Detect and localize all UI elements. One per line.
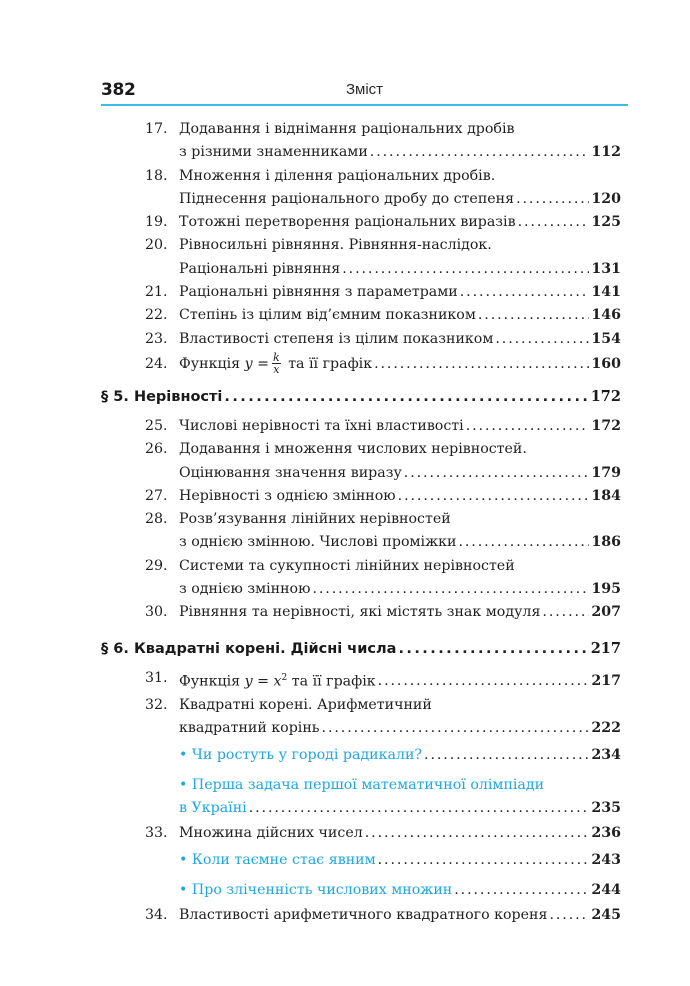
toc-section-5[interactable]	[101, 385, 621, 409]
leader-dots	[342, 258, 589, 281]
leader-dots	[466, 415, 590, 438]
entry-title: Властивості арифметичного квадратного кореня	[179, 907, 548, 924]
toc-entry-18[interactable]	[101, 165, 621, 212]
entry-page: 120	[591, 190, 621, 207]
entry-title-line2: з однією змінною	[179, 581, 311, 598]
entry-page: 244	[591, 881, 621, 898]
entry-title: Тотожні перетворення раціональних виразів	[179, 214, 516, 231]
entry-page: 141	[591, 284, 621, 301]
leader-dots	[322, 717, 590, 740]
entry-title-line2: з однією змінною. Числові проміжки	[179, 534, 457, 551]
entry-title-line1: Квадратні корені. Арифметичний	[179, 696, 432, 713]
leader-dots	[454, 879, 589, 902]
entry-page: 125	[591, 214, 621, 231]
entry-title-prefix: Функція	[179, 673, 241, 690]
entry-number: 24.	[145, 355, 168, 372]
entry-page: 172	[591, 417, 621, 434]
entry-number: 17.	[145, 121, 168, 137]
bullet-title: • Коли таємне стає явним	[179, 852, 376, 869]
entry-page: 195	[591, 581, 621, 598]
toc-entry-33[interactable]	[101, 822, 621, 845]
entry-number: 25.	[145, 417, 168, 434]
entry-title-line1: Розв’язування лінійних нерівностей	[179, 511, 451, 528]
entry-number: 23.	[145, 330, 168, 347]
entry-page: 154	[591, 330, 621, 347]
bullet-icon: •	[179, 747, 188, 764]
toc-entry-34[interactable]	[101, 904, 621, 927]
leader-dots	[460, 281, 590, 304]
entry-title	[179, 667, 376, 694]
bullet-title-line1: • Перша задача першої математичної олімпіади	[179, 776, 545, 793]
entry-title: Нерівності з однією змінною	[179, 487, 396, 504]
entry-title-line1: Додавання і множення числових нерівностей.	[179, 441, 527, 458]
header-rule	[101, 104, 628, 106]
leader-dots	[378, 670, 590, 693]
entry-title: Множина дійсних чисел	[179, 825, 363, 842]
bullet-title-line2: в Україні	[179, 799, 247, 816]
entry-page: 234	[591, 747, 621, 764]
entry-page: 160	[591, 355, 621, 372]
bullet-title: • Чи ростуть у городі радикали?	[179, 747, 423, 764]
leader-dots	[516, 188, 589, 211]
page-title: Зміст	[345, 81, 384, 98]
toc-entry-19[interactable]	[101, 211, 621, 234]
leader-dots	[312, 578, 589, 601]
leader-dots	[365, 822, 590, 845]
entry-page: 245	[591, 907, 621, 924]
entry-title-line2: з різними знаменниками	[179, 144, 368, 161]
leader-dots	[398, 637, 588, 661]
toc-entry-26[interactable]	[101, 438, 621, 485]
entry-page: 179	[591, 464, 621, 481]
toc-bullet-olympiad[interactable]	[101, 770, 621, 823]
bullet-icon: •	[179, 776, 188, 793]
entry-page: 112	[591, 144, 621, 161]
entry-title-suffix: та її графік	[291, 673, 376, 690]
formula: y = x	[244, 673, 282, 690]
entry-title-line2: Оцінювання значення виразу	[179, 464, 402, 481]
entry-number: 34.	[145, 907, 168, 924]
fraction-denominator: x	[273, 363, 280, 377]
entry-title-line1: Додавання і віднімання раціональних дробів	[179, 121, 515, 137]
toc-entry-22[interactable]	[101, 304, 621, 327]
entry-page: 235	[591, 799, 621, 816]
leader-dots	[398, 485, 590, 508]
entry-number: 19.	[145, 214, 168, 231]
entry-number: 33.	[145, 825, 168, 842]
formula-lhs: y =	[244, 355, 269, 372]
section-title: § 6. Квадратні корені. Дійсні числа	[101, 640, 397, 657]
toc-section-6[interactable]	[101, 637, 621, 661]
leader-dots	[404, 462, 590, 485]
entry-number: 32.	[145, 696, 168, 713]
entry-number: 20.	[145, 237, 168, 254]
leader-dots	[378, 849, 590, 872]
leader-dots	[518, 211, 590, 234]
toc-entry-20[interactable]	[101, 234, 621, 281]
page-number: 382	[101, 80, 136, 100]
toc-entry-31[interactable]	[101, 667, 621, 694]
page-header	[101, 78, 628, 106]
entry-page: 243	[591, 852, 621, 869]
toc-entry-27[interactable]	[101, 485, 621, 508]
leader-dots	[424, 744, 589, 767]
entry-number: 29.	[145, 557, 168, 574]
entry-title-line2: квадратний корінь	[179, 719, 320, 736]
entry-title-line2: Раціональні рівняння	[179, 260, 341, 277]
bullet-title: • Про зліченність числових множин	[179, 881, 453, 898]
toc-entry-32[interactable]	[101, 694, 621, 741]
bullet-icon: •	[179, 852, 188, 869]
entry-page: 222	[591, 719, 621, 736]
entry-number: 26.	[145, 441, 168, 458]
entry-title-line1: Рівносильні рівняння. Рівняння-наслідок.	[179, 237, 492, 254]
bullet-icon: •	[179, 881, 188, 898]
leader-dots	[374, 351, 589, 377]
leader-dots	[478, 304, 590, 327]
entry-number: 21.	[145, 284, 168, 301]
leader-dots	[542, 601, 589, 624]
entry-number: 28.	[145, 511, 168, 528]
toc-entry-21[interactable]	[101, 281, 621, 304]
table-of-contents	[101, 118, 621, 927]
toc-entry-25[interactable]	[101, 415, 621, 438]
entry-title-line2: Піднесення раціонального дробу до степеня	[179, 190, 515, 207]
entry-page: 184	[591, 487, 621, 504]
entry-number: 27.	[145, 487, 168, 504]
leader-dots	[370, 141, 590, 164]
entry-page: 207	[591, 604, 621, 621]
entry-number: 31.	[145, 669, 168, 686]
leader-dots	[458, 531, 589, 554]
section-page: 217	[590, 639, 621, 657]
toc-entry-28[interactable]	[101, 508, 621, 555]
entry-number: 22.	[145, 307, 168, 324]
fraction	[272, 352, 281, 375]
entry-title: Числові нерівності та їхні властивості	[179, 417, 464, 434]
toc-entry-17[interactable]	[101, 118, 621, 165]
entry-title: Властивості степеня із цілим показником	[179, 330, 494, 347]
entry-title-suffix: та її графік	[288, 355, 373, 372]
entry-title-line1: Множення і ділення раціональних дробів.	[179, 167, 496, 184]
fraction-numerator: k	[273, 351, 280, 365]
section-page: 172	[590, 387, 621, 405]
entry-page: 217	[591, 673, 621, 690]
entry-title	[179, 351, 372, 377]
entry-page: 186	[591, 534, 621, 551]
leader-dots	[249, 797, 590, 820]
entry-number: 18.	[145, 167, 168, 184]
toc-entry-24[interactable]	[101, 351, 621, 377]
toc-entry-23[interactable]	[101, 328, 621, 351]
leader-dots	[224, 385, 588, 409]
entry-page: 236	[591, 825, 621, 842]
entry-page: 131	[591, 260, 621, 277]
formula-exponent: 2	[281, 672, 288, 683]
leader-dots	[495, 328, 589, 351]
entry-title-line1: Системи та сукупності лінійних нерівностей	[179, 557, 515, 574]
toc-bullet-radicals[interactable]	[101, 740, 621, 769]
section-title: § 5. Нерівності	[101, 388, 223, 405]
toc-bullet-secret[interactable]	[101, 845, 621, 874]
entry-title: Степінь із цілим від’ємним показником	[179, 307, 476, 324]
entry-number: 30.	[145, 604, 168, 621]
toc-bullet-countability[interactable]	[101, 875, 621, 904]
leader-dots	[549, 904, 589, 927]
entry-page: 146	[591, 307, 621, 324]
entry-title-prefix: Функція	[179, 355, 241, 372]
entry-title: Рівняння та нерівності, які містять знак модуля	[179, 604, 541, 621]
toc-entry-30[interactable]	[101, 601, 621, 624]
entry-title: Раціональні рівняння з параметрами	[179, 284, 458, 301]
toc-entry-29[interactable]	[101, 555, 621, 602]
